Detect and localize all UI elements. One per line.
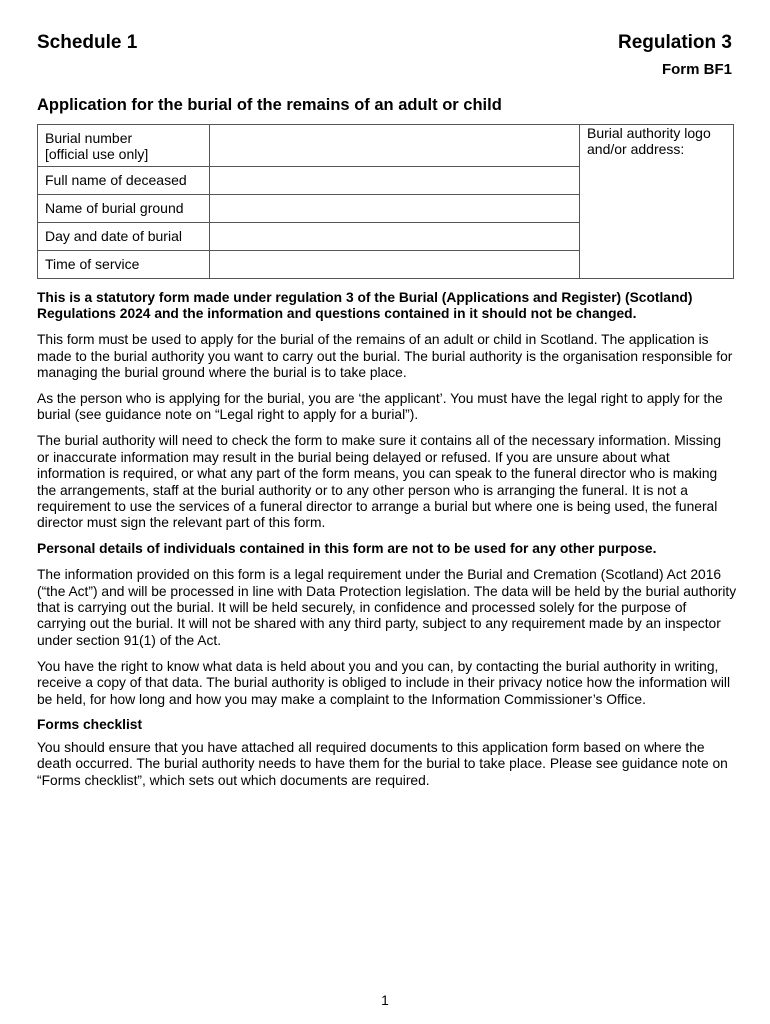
regulation-heading: Regulation 3 [617, 32, 732, 53]
body-text [37, 290, 737, 799]
paragraph-purpose: This form must be used to apply for the burial of the remains of an adult or child in Scotland. The application is made to the burial authority you want to carry out the burial. The burial authority is the organisation responsible for managing the burial ground where the burial is to take place. [37, 332, 733, 381]
burial-number-label: Burial number [official use only] [38, 125, 210, 167]
burial-authority-label-2: and/or address: [587, 141, 685, 157]
paragraph-rights: You have the right to know what data is held about you and you can, by contacting the burial authority in writing, receive a copy of that data. The burial authority is obliged to include in their privacy notice how the information will be held, for how long and how you may make a complaint to the Information Commissioner’s Office. [37, 658, 731, 707]
schedule-heading: Schedule 1 [37, 32, 138, 53]
full-name-label: Full name of deceased [38, 167, 210, 195]
paragraph-data-protection: The information provided on this form is a legal requirement under the Burial and Cremation (Scotland) Act 2016 (“the Act”) and will be processed in line with Data Protection legislation. The data will be held by the burial authority that is carrying out the burial. It will be held securely, in confidence and processed solely for the purpose of carrying out the burial. It will not be shared with any third party, subject to any requirement made by an inspector under section 91(1) of the Act. [37, 567, 737, 648]
time-of-service-label: Time of service [38, 251, 210, 279]
day-date-label: Day and date of burial [38, 223, 210, 251]
statutory-notice: This is a statutory form made under regulation 3 of the Burial (Applications and Register) (Scotland) Regulations 2024 and the information and questions contained in it should not be changed. [37, 290, 693, 322]
day-date-field[interactable] [210, 223, 580, 251]
form-id: Form BF1 [661, 61, 732, 78]
personal-details-notice: Personal details of individuals contained in this form are not to be used for any other purpose. [37, 541, 657, 557]
burial-ground-field[interactable] [210, 195, 580, 223]
page-title: Application for the burial of the remains of an adult or child [37, 96, 502, 114]
burial-details-table [37, 124, 734, 279]
checklist-heading: Forms checklist [37, 717, 143, 733]
page-number: 1 [381, 993, 389, 1008]
paragraph-check: The burial authority will need to check the form to make sure it contains all of the necessary information. Missing or inaccurate information may result in the burial being delayed or refused. If you are unsure about what information is required, or what any part of the form means, you can speak to the funeral director who is making the arrangements, staff at the burial authority or to any other person who is arranging the funeral. It is not a requirement to use the services of a funeral director to arrange a burial but where one is being used, the funeral director must sign the relevant part of this form. [37, 433, 722, 531]
burial-number-field[interactable] [210, 125, 580, 167]
burial-authority-field[interactable] [580, 125, 734, 279]
burial-ground-label: Name of burial ground [38, 195, 210, 223]
time-of-service-field[interactable] [210, 251, 580, 279]
paragraph-checklist: You should ensure that you have attached all required documents to this application form based on where the death occurred. The burial authority needs to have them for the burial to take place. Please see guidance note on “Forms checklist”, which sets out which documents are required. [37, 739, 728, 788]
burial-authority-label: Burial authority logo [587, 125, 711, 141]
paragraph-applicant: As the person who is applying for the burial, you are ‘the applicant’. You must have the legal right to apply for the burial (see guidance note on “Legal right to apply for a burial”). [37, 391, 723, 423]
full-name-field[interactable] [210, 167, 580, 195]
